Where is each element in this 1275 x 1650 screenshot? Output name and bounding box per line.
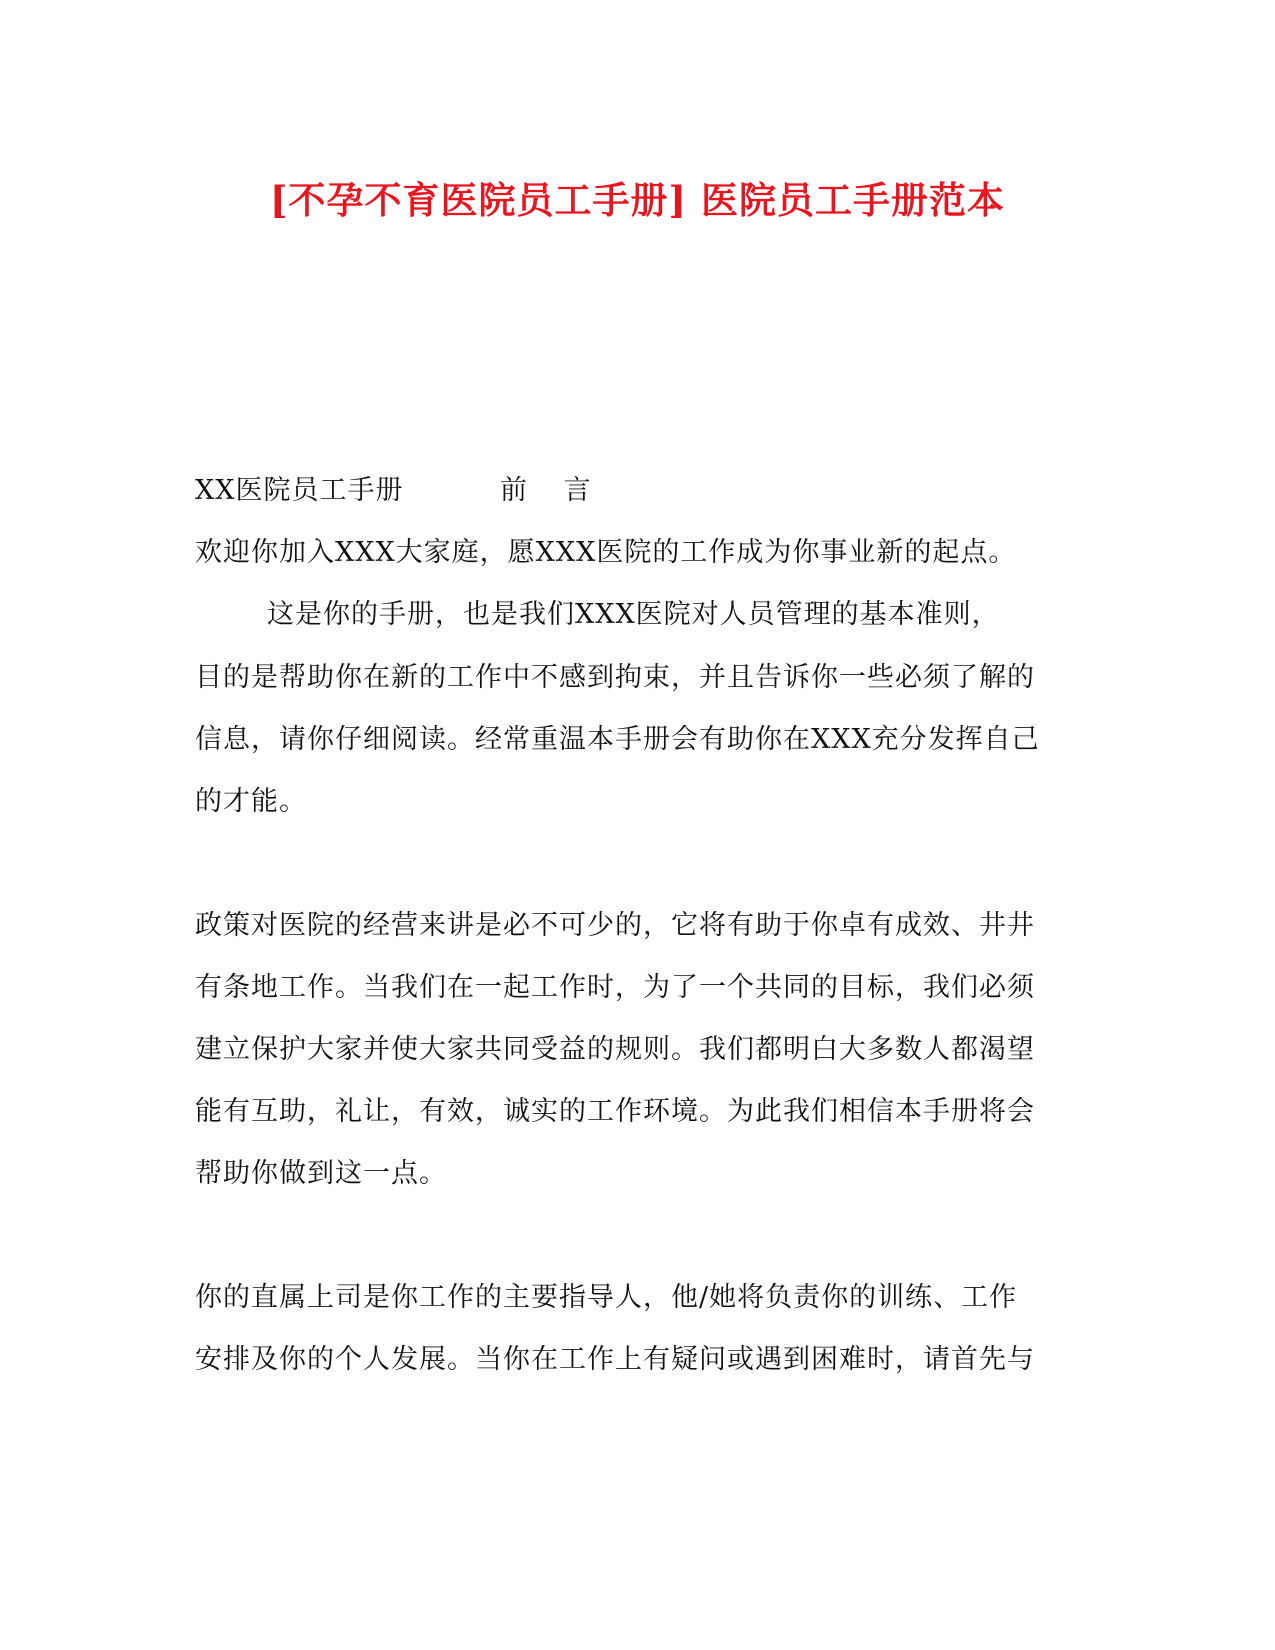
- document-title: [不孕不育医院员工手册] 医院员工手册范本: [270, 178, 1005, 222]
- paragraph3-line1: 你的直属上司是你工作的主要指导人，他/她将负责你的训练、工作: [195, 1282, 1018, 1313]
- paragraph2-line4: 能有互助，礼让，有效，诚实的工作环境。为此我们相信本手册将会: [195, 1096, 1035, 1127]
- paragraph2-line3: 建立保护大家并使大家共同受益的规则。我们都明白大多数人都渴望: [195, 1034, 1035, 1065]
- paragraph1-line1: 这是你的手册，也是我们XXX医院对人员管理的基本准则，: [267, 599, 1000, 630]
- preface-heading: 前 言: [500, 475, 605, 506]
- paragraph2-line2: 有条地工作。当我们在一起工作时，为了一个共同的目标，我们必须: [195, 972, 1035, 1003]
- paragraph1-line3: 信息，请你仔细阅读。经常重温本手册会有助你在XXX充分发挥自己: [195, 724, 1040, 755]
- paragraph2-line1: 政策对医院的经营来讲是必不可少的，它将有助于你卓有成效、井井: [195, 910, 1035, 941]
- paragraph1-line4: 的才能。: [195, 786, 307, 817]
- paragraph1-line2: 目的是帮助你在新的工作中不感到拘束，并且告诉你一些必须了解的: [195, 662, 1035, 693]
- paragraph3-line2: 安排及你的个人发展。当你在工作上有疑问或遇到困难时，请首先与: [195, 1344, 1035, 1375]
- document-body: [195, 0, 1075, 1650]
- paragraph2-line5: 帮助你做到这一点。: [195, 1158, 447, 1189]
- handbook-heading: XX医院员工手册: [195, 475, 404, 506]
- welcome-line: 欢迎你加入XXX大家庭，愿XXX医院的工作成为你事业新的起点。: [195, 537, 1017, 568]
